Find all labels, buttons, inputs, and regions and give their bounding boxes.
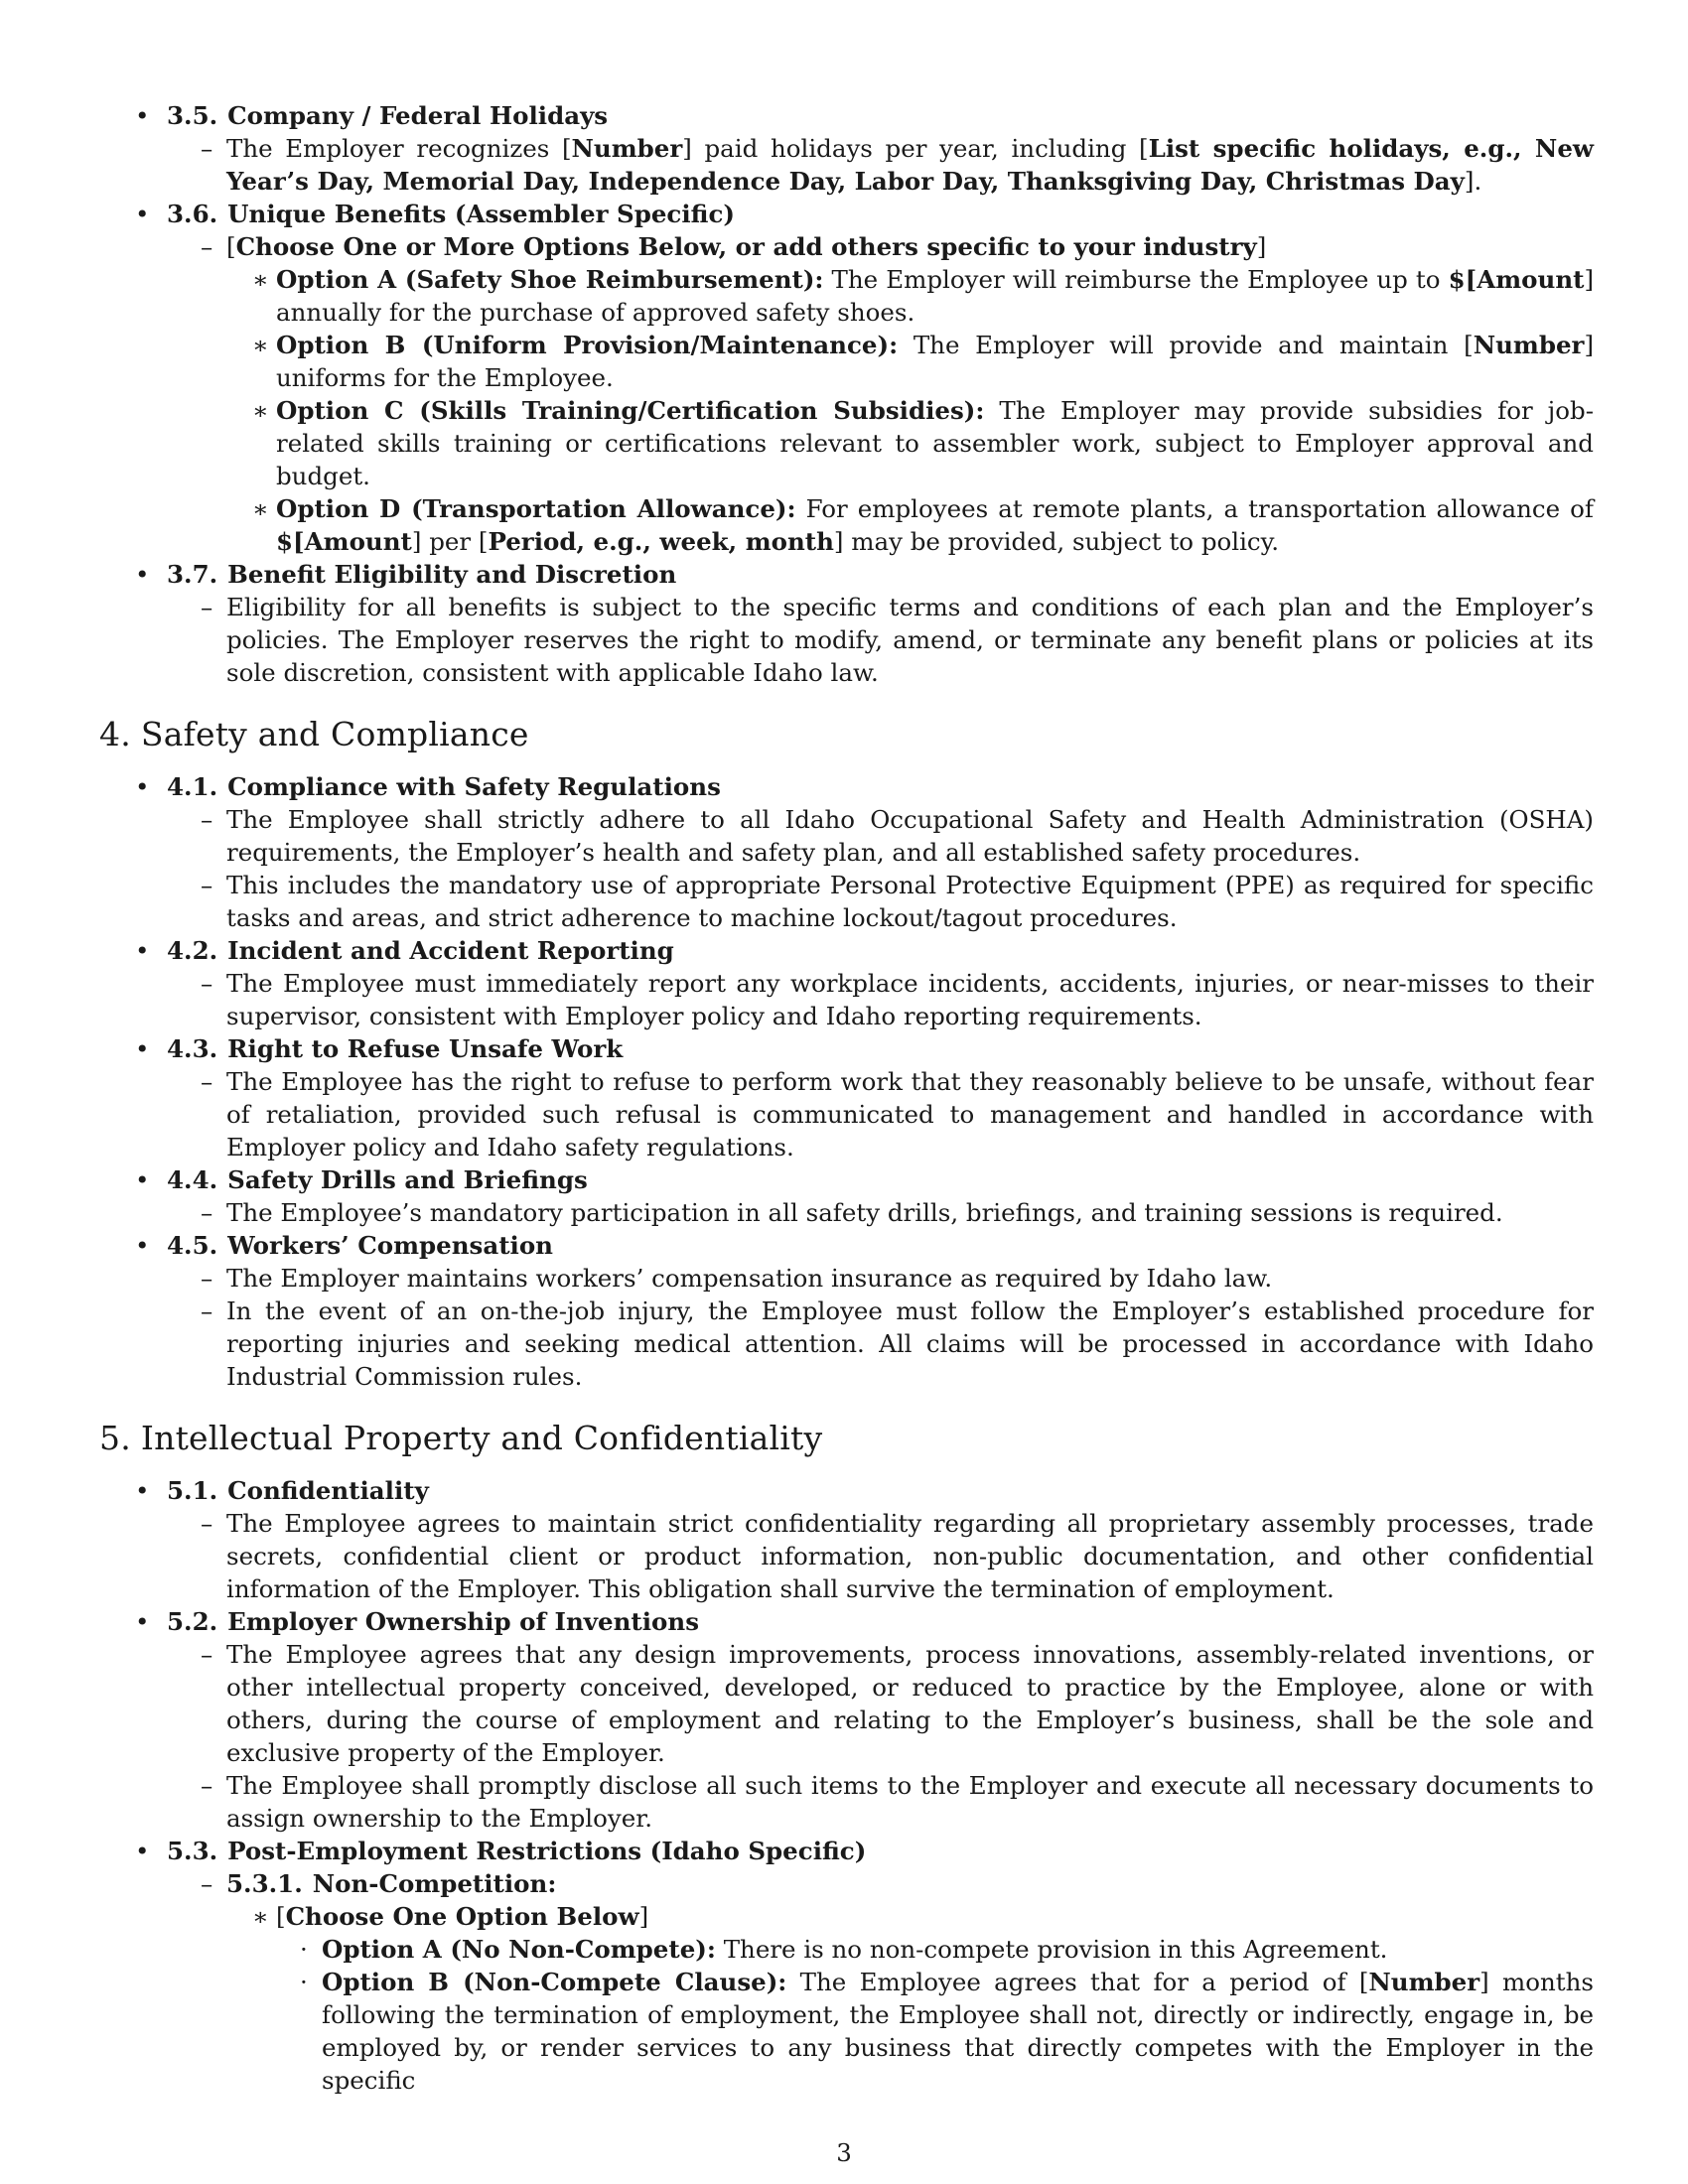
dash-marker: – xyxy=(201,232,213,261)
dash-marker: – xyxy=(201,1297,213,1325)
dot-marker: · xyxy=(300,1935,308,1964)
option-b-non-compete-clause: · Option B (Non-Compete Clause): The Employee agrees that for a period of [Number] months following the termination of employment, the Employee shall not, directly or indirectly, engage in, be employed by, or render services to any business that directly competes with the Employer in the specific xyxy=(300,1968,1594,2095)
clause-5-2 xyxy=(99,1605,1594,1835)
clause-number: 4.4. xyxy=(167,1165,218,1194)
section-5-heading: 5. Intellectual Property and Confidentiality xyxy=(99,1419,823,1457)
clause-title: Employer Ownership of Inventions xyxy=(227,1607,699,1636)
dash-marker: – xyxy=(201,1264,213,1293)
clause-5-3 xyxy=(99,1835,1594,2097)
star-marker: ∗ xyxy=(252,265,269,294)
bullet-marker: • xyxy=(135,1165,150,1194)
section-3-list xyxy=(99,99,1594,689)
section-4-heading: 4. Safety and Compliance xyxy=(99,715,529,753)
choose-one-instruction: ∗ [Choose One Option Below] · Option A (No Non-Compete): There is no non-compete provision in this Agreement. · Option B (Non-Compete Clause): The Employee agrees that for a period of [Number] months following the termination of employment, the Employee shall not, directly or indirectly, engage in, be employed by, or render services to any business that directly competes with the Employer in the specific xyxy=(252,1902,1594,2095)
clause-number: 3.6. xyxy=(167,200,218,228)
clause-5-2-text-2: – The Employee shall promptly disclose all such items to the Employer and execute all necessary documents to assign ownership to the Employer. xyxy=(201,1771,1594,1833)
clause-4-5-text-1: – The Employer maintains workers’ compensation insurance as required by Idaho law. xyxy=(201,1264,1273,1293)
bullet-marker: • xyxy=(135,200,150,228)
dash-marker: – xyxy=(201,1869,213,1898)
dash-marker: – xyxy=(201,593,213,621)
bullet-marker: • xyxy=(135,1837,150,1865)
clause-title: Post-Employment Restrictions (Idaho Specific) xyxy=(227,1837,867,1865)
clause-4-1 xyxy=(99,770,1594,934)
clause-5-3-1 xyxy=(167,1867,1594,2097)
section-5-list xyxy=(99,1474,1594,2097)
star-marker: ∗ xyxy=(252,331,269,359)
bullet-marker: • xyxy=(135,1476,150,1505)
bullet-marker: • xyxy=(135,1034,150,1063)
dash-marker: – xyxy=(201,1067,213,1096)
clause-number: 3.7. xyxy=(167,560,218,589)
bullet-marker: • xyxy=(135,101,150,130)
dash-marker: – xyxy=(201,805,213,834)
option-c-training: ∗ Option C (Skills Training/Certification Subsidies): The Employer may provide subsidies for job-related skills training or certifications relevant to assembler work, subject to Employer approval and budget. xyxy=(252,396,1594,490)
clause-3-6 xyxy=(99,198,1594,558)
clause-number: 4.5. xyxy=(167,1231,218,1260)
dot-marker: · xyxy=(300,1968,308,1996)
clause-number: 5.3. xyxy=(167,1837,218,1865)
dash-marker: – xyxy=(201,969,213,998)
choose-options-instruction: – [Choose One or More Options Below, or add others specific to your industry] ∗ Option A (Safety Shoe Reimbursement): The Employer will reimburse the Employee up to $[Amount] annually for the purchase of approved safety shoes. ∗ Option B (Uniform Provision/Maintenance): The Employer will provide and maintain [Number] uniforms for the Employee. ∗ Option C (Skills Training/Certification Subsidies): The Employer may provide subsidies for job-related skills training or certifications relevant to assembler work, subject to Employer approval and budget. ∗ Option D (Transportation Allowance): For employees at remote plants, a transportation allowance of $[Amount] per [Period, e.g., week, month] may be provided, subject to policy. xyxy=(201,232,1595,556)
clause-number: 4.3. xyxy=(167,1034,218,1063)
page-content xyxy=(99,99,1594,2097)
clause-title: Unique Benefits (Assembler Specific) xyxy=(227,200,735,228)
option-d-transportation: ∗ Option D (Transportation Allowance): For employees at remote plants, a transportation allowance of $[Amount] per [Period, e.g., week, month] may be provided, subject to policy. xyxy=(252,494,1594,556)
clause-title: Incident and Accident Reporting xyxy=(227,936,674,965)
clause-number: 4.1. xyxy=(167,772,218,801)
clause-number: 3.5. xyxy=(167,101,218,130)
clause-4-3-text: – The Employee has the right to refuse to perform work that they reasonably believe to be unsafe, without fear of retaliation, provided such refusal is communicated to management and handled in accordance with Employer policy and Idaho safety regulations. xyxy=(201,1067,1594,1161)
clause-3-7 xyxy=(99,558,1594,689)
dash-marker: – xyxy=(201,134,213,163)
clause-title: Benefit Eligibility and Discretion xyxy=(227,560,677,589)
clause-title: Non-Competition: xyxy=(312,1869,557,1898)
bullet-marker: • xyxy=(135,1607,150,1636)
clause-4-3 xyxy=(99,1032,1594,1163)
clause-4-5-text-2: – In the event of an on-the-job injury, the Employee must follow the Employer’s established procedure for reporting injuries and seeking medical attention. All claims will be processed in accordance with Idaho Industrial Commission rules. xyxy=(201,1297,1594,1391)
clause-title: Company / Federal Holidays xyxy=(227,101,609,130)
clause-4-4 xyxy=(99,1163,1594,1229)
section-4-list xyxy=(99,770,1594,1393)
option-b-uniforms: ∗ Option B (Uniform Provision/Maintenance): The Employer will provide and maintain [Number] uniforms for the Employee. xyxy=(252,331,1595,392)
clause-3-5-text: – The Employer recognizes [Number] paid holidays per year, including [List specific holidays, e.g., New Year’s Day, Memorial Day, Independence Day, Labor Day, Thanksgiving Day, Christmas Day]. xyxy=(201,134,1594,196)
clause-title: Confidentiality xyxy=(227,1476,429,1505)
clause-4-2 xyxy=(99,934,1594,1032)
clause-number: 5.1. xyxy=(167,1476,218,1505)
dash-marker: – xyxy=(201,1198,213,1227)
dash-marker: – xyxy=(201,1509,213,1538)
clause-3-7-text: – Eligibility for all benefits is subject to the specific terms and conditions of each plan and the Employer’s policies. The Employer reserves the right to modify, amend, or terminate any benefit plans or policies at its sole discretion, consistent with applicable Idaho law. xyxy=(201,593,1594,687)
clause-title: Workers’ Compensation xyxy=(227,1231,553,1260)
clause-number: 4.2. xyxy=(167,936,218,965)
clause-title: Safety Drills and Briefings xyxy=(227,1165,588,1194)
clause-title: Right to Refuse Unsafe Work xyxy=(227,1034,624,1063)
option-a-no-non-compete: · Option A (No Non-Compete): There is no non-compete provision in this Agreement. xyxy=(300,1935,1388,1964)
option-a-safety-shoes: ∗ Option A (Safety Shoe Reimbursement): The Employer will reimburse the Employee up to $[Amount] annually for the purchase of approved safety shoes. xyxy=(252,265,1595,327)
bullet-marker: • xyxy=(135,560,150,589)
clause-5-1-text: – The Employee agrees to maintain strict confidentiality regarding all proprietary assembly processes, trade secrets, confidential client or product information, non-public documentation, and other confidential information of the Employer. This obligation shall survive the termination of employment. xyxy=(201,1509,1594,1603)
clause-number: 5.2. xyxy=(167,1607,218,1636)
page-number: 3 xyxy=(836,2138,852,2167)
clause-number: 5.3.1. xyxy=(226,1869,303,1898)
clause-3-5 xyxy=(99,99,1594,198)
bullet-marker: • xyxy=(135,1231,150,1260)
star-marker: ∗ xyxy=(252,494,269,523)
clause-4-4-text: – The Employee’s mandatory participation in all safety drills, briefings, and training sessions is required. xyxy=(201,1198,1503,1227)
star-marker: ∗ xyxy=(252,396,269,425)
dash-marker: – xyxy=(201,871,213,899)
dash-marker: – xyxy=(201,1640,213,1669)
clause-title: Compliance with Safety Regulations xyxy=(227,772,721,801)
dash-marker: – xyxy=(201,1771,213,1800)
clause-4-1-text-2: – This includes the mandatory use of appropriate Personal Protective Equipment (PPE) as required for specific tasks and areas, and strict adherence to machine lockout/tagout procedures. xyxy=(201,871,1594,932)
clause-4-5 xyxy=(99,1229,1594,1393)
clause-4-1-text-1: – The Employee shall strictly adhere to all Idaho Occupational Safety and Health Administration (OSHA) requirements, the Employer’s health and safety plan, and all established safety procedures. xyxy=(201,805,1594,867)
clause-5-1 xyxy=(99,1474,1594,1605)
clause-4-2-text: – The Employee must immediately report any workplace incidents, accidents, injuries, or near-misses to their supervisor, consistent with Employer policy and Idaho reporting requirements. xyxy=(201,969,1594,1030)
bullet-marker: • xyxy=(135,772,150,801)
bullet-marker: • xyxy=(135,936,150,965)
star-marker: ∗ xyxy=(252,1902,269,1931)
clause-5-2-text-1: – The Employee agrees that any design improvements, process innovations, assembly-related inventions, or other intellectual property conceived, developed, or reduced to practice by the Employee, alone or with others, during the course of employment and relating to the Employer’s business, shall be the sole and exclusive property of the Employer. xyxy=(201,1640,1594,1767)
